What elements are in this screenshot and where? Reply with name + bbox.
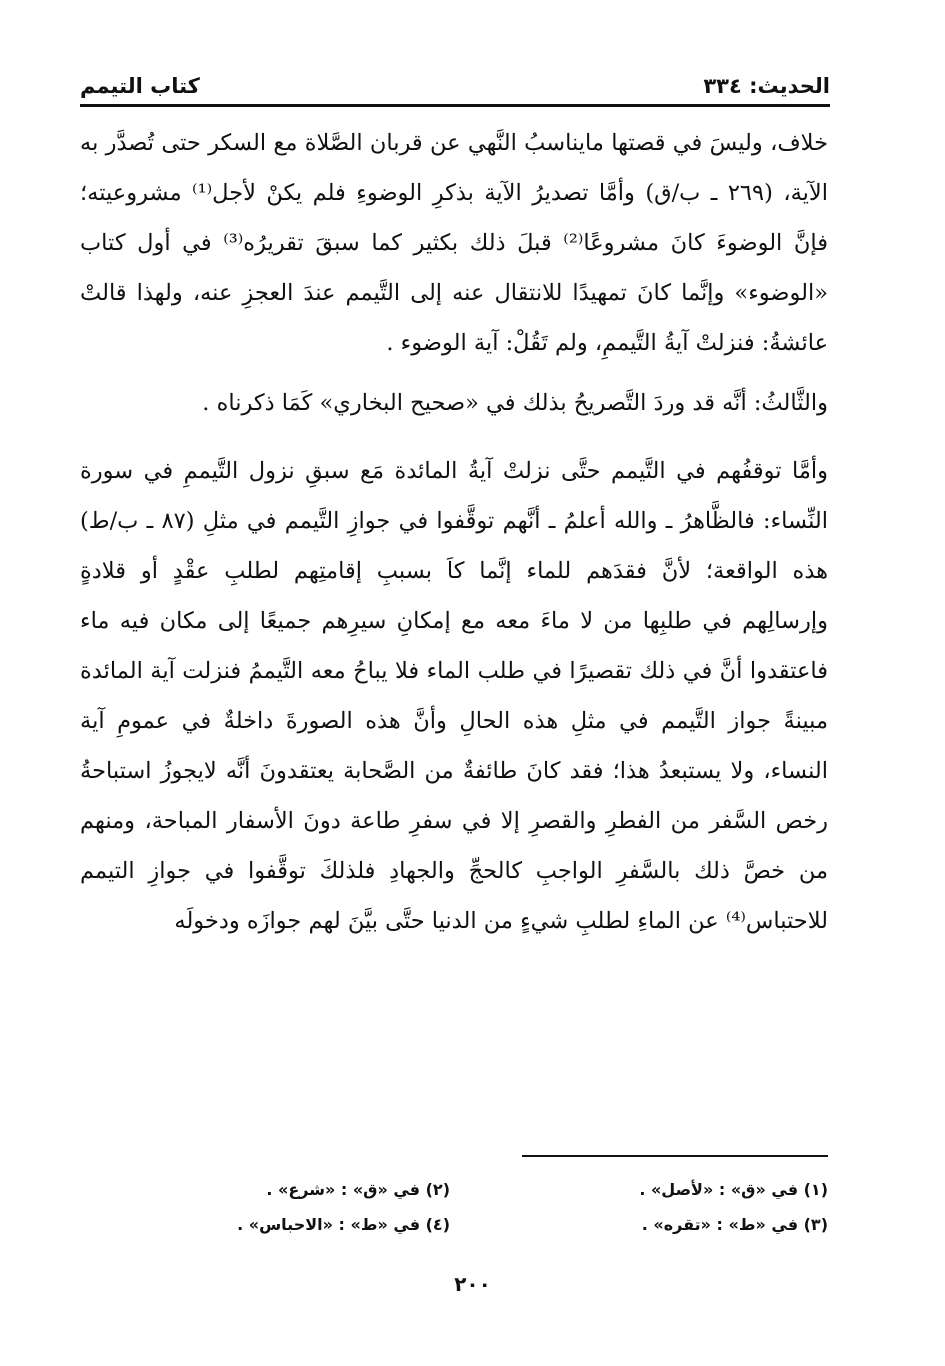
paragraph-3: وأمَّا توقفُهم في التَّيمم حتَّى نزلتْ آيةُ المائدة مَع سبقِ نزول التَّيممِ في سورة النِّساء: فالظَّاهرُ ـ والله أعلمُ ـ أنَّهم توقَّفوا في جوازِ التَّيمم في مثلِ (٨٧ ـ ب/ط) هذه الواقعة؛ لأنَّ فقدَهم للماء إنَّما كاَ بسببِ إقامتِهم لطلبِ عقْدٍ أو قلادةٍ وإرسالِهم في طلبِها من لا ماءَ معه مع إمكانِ سيرِهم جميعًا إلى مكان فيه ماء فاعتقدوا أنَّ في ذلك تقصيرًا في طلب الماء فلا يباحُ معه التَّيممُ فنزلت آية المائدة مبينةً جواز التَّيمم في مثلِ هذه الحالِ وأنَّ هذه الصورةَ داخلةٌ في عمومِ آية النساء، ولا يستبعدُ هذا؛ فقد كانَ طائفةٌ من الصَّحابة يعتقدونَ أنَّه لايجوزُ استباحةُ رخص السَّفر من الفطرِ والقصرِ إلا في سفرِ طاعة دونَ الأسفار المباحة، ومنهم من خصَّ ذلك بالسَّفرِ الواجبِ كالحجِّ والجهادِ فلذلكَ توقَّفوا في جوازِ التيمم للاحتباس⁽⁴⁾ عن الماءِ لطلبِ شيءٍ من الدنيا حتَّى بيَّنَ لهم جوازَه ودخولَه — [80, 458, 828, 934]
footnote-4: (٤) في «ط» : «الاحباس» . — [237, 1215, 450, 1234]
header-hadith-number: الحديث: ٣٣٤ — [703, 74, 830, 98]
header-rule — [80, 104, 830, 107]
running-header — [80, 58, 830, 98]
header-chapter-title: كتاب التيمم — [80, 74, 200, 98]
footnote-3: (٣) في «ط» : «تقره» . — [641, 1215, 828, 1234]
footnote-1: (١) في «ق» : «لأصل» . — [639, 1180, 828, 1199]
footnote-row — [150, 1207, 828, 1242]
footnotes — [150, 1172, 828, 1242]
page-number: ٢٠٠ — [454, 1272, 491, 1296]
paragraph-1: خلاف، وليسَ في قصتها مايناسبُ النَّهي عن قربان الصَّلاة مع السكر حتى تُصدَّر به الآية، (٢٦٩ ـ ب/ق) وأمَّا تصديرُ الآية بذكرِ الوضوءِ فلم يكنْ لأجل⁽¹⁾ مشروعيته؛ فإنَّ الوضوءَ كانَ مشروعًا⁽²⁾ قبلَ ذلك بكثير كما سبقَ تقريرُه⁽³⁾ في أول كتاب «الوضوء» وإنَّما كانَ تمهيدًا للانتقال عنه إلى التَّيمم عندَ العجزِ عنه، ولهذا قالتْ عائشةُ: فنزلتْ آيةُ التَّيممِ، ولم تَقُلْ: آية الوضوء . — [80, 130, 829, 356]
paragraph-2: والثَّالثُ: أنَّه قد وردَ التَّصريحُ بذلك في «صحيح البخاري» كَمَا ذكرناه . — [202, 390, 828, 416]
main-text — [80, 118, 828, 946]
footnote-2: (٢) في «ق» : «شرع» . — [266, 1180, 450, 1199]
footnote-row — [150, 1172, 828, 1207]
footnote-rule — [522, 1155, 828, 1157]
